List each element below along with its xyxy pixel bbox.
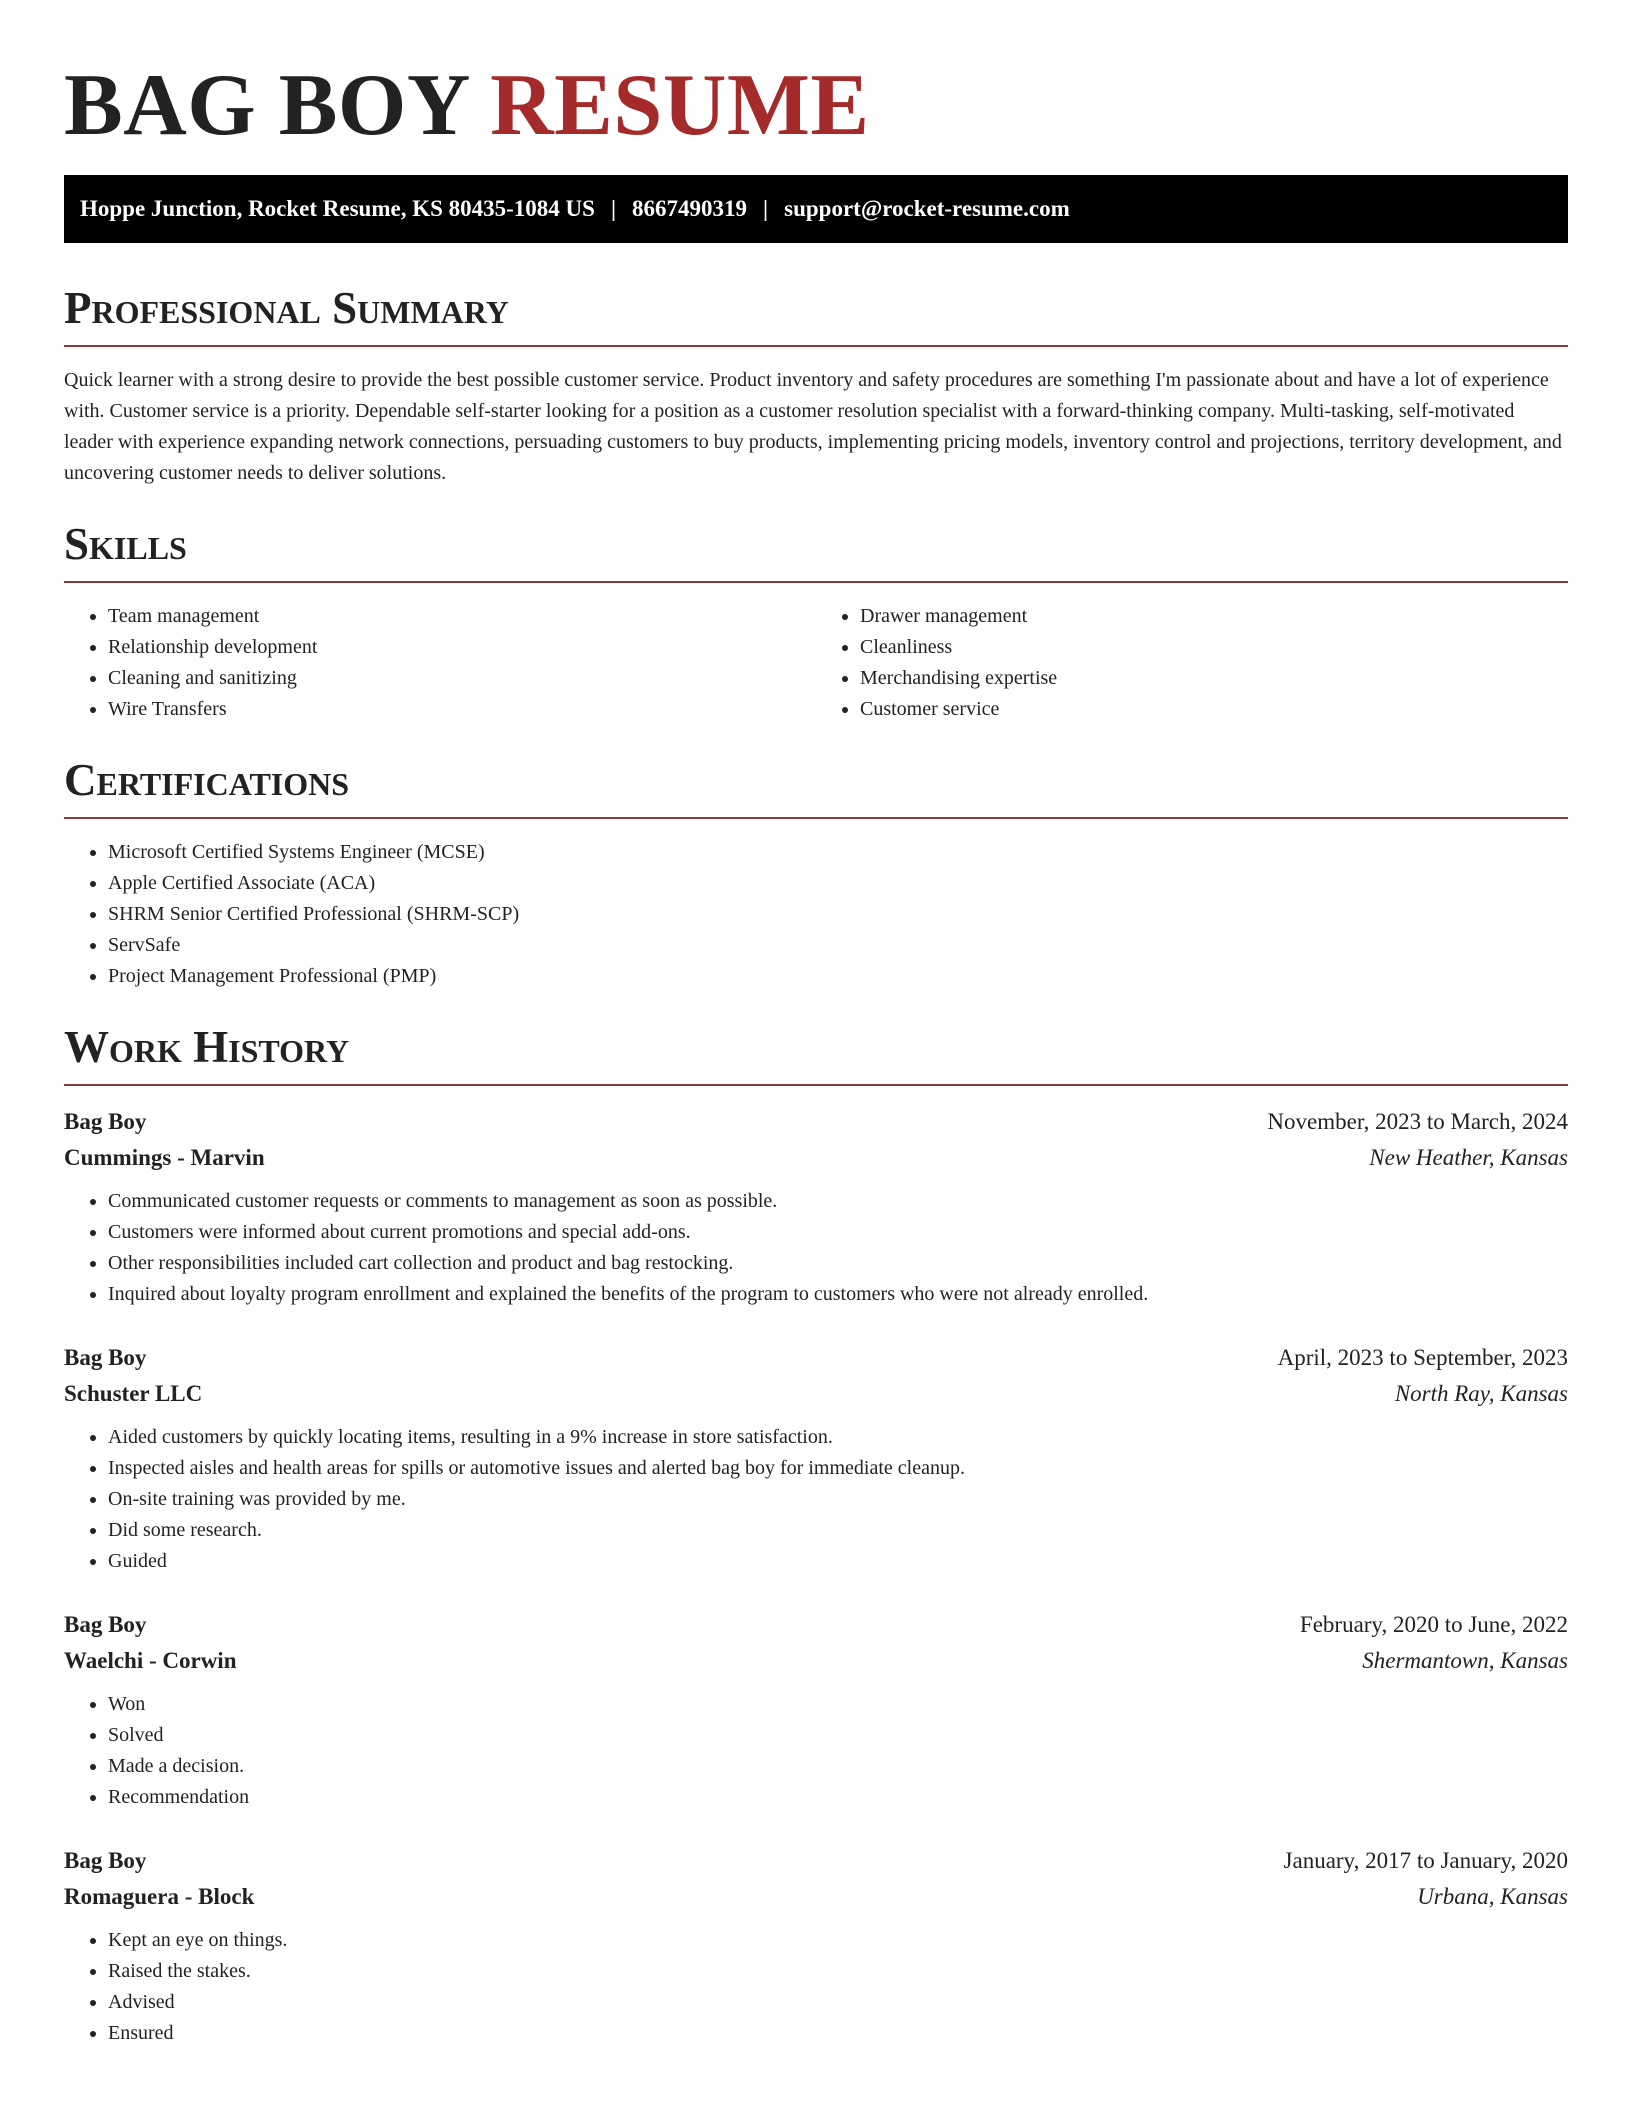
certification-item: • Apple Certified Associate (ACA) xyxy=(108,868,1568,899)
contact-bar xyxy=(64,175,1568,243)
job-duty-item: • Ensured xyxy=(108,2018,1568,2049)
skills-list xyxy=(64,601,1568,725)
certification-item: • Project Management Professional (PMP) xyxy=(108,961,1568,992)
job-dates: April, 2023 to September, 2023 xyxy=(1277,1345,1568,1370)
job-dates: January, 2017 to January, 2020 xyxy=(1283,1848,1568,1873)
job-duty-item: • Won xyxy=(108,1689,1568,1720)
job-entry xyxy=(64,1607,1568,1813)
job-duties xyxy=(64,1422,1568,1577)
job-company: Cummings - Marvin xyxy=(64,1145,265,1170)
job-entry xyxy=(64,1843,1568,2049)
job-title: Bag Boy xyxy=(64,1612,147,1637)
job-entry xyxy=(64,1104,1568,1310)
job-duty-item: • Recommendation xyxy=(108,1782,1568,1813)
job-duty-item: • Communicated customer requests or comments to management as soon as possible. xyxy=(108,1186,1568,1217)
resume-title xyxy=(64,56,1568,156)
job-header-row xyxy=(64,1340,1568,1376)
contact-address: Hoppe Junction, Rocket Resume, KS 80435-1084 US xyxy=(80,196,595,221)
work-history-heading: Work History xyxy=(64,1022,1568,1086)
certification-item: • Microsoft Certified Systems Engineer (MCSE) xyxy=(108,837,1568,868)
skills-column-right xyxy=(816,601,1568,725)
skill-item: • Customer service xyxy=(860,694,1568,725)
job-location: New Heather, Kansas xyxy=(1369,1145,1568,1170)
job-title: Bag Boy xyxy=(64,1109,147,1134)
job-duty-item: • Inspected aisles and health areas for spills or automotive issues and alerted bag boy for immediate cleanup. xyxy=(108,1453,1568,1484)
certification-item: • ServSafe xyxy=(108,930,1568,961)
skill-item: • Merchandising expertise xyxy=(860,663,1568,694)
job-company: Waelchi - Corwin xyxy=(64,1648,237,1673)
contact-phone[interactable]: 8667490319 xyxy=(632,196,748,221)
job-duty-item: • Made a decision. xyxy=(108,1751,1568,1782)
job-duty-item: • Customers were informed about current promotions and special add-ons. xyxy=(108,1217,1568,1248)
job-duties xyxy=(64,1186,1568,1310)
job-duty-item: • Other responsibilities included cart collection and product and bag restocking. xyxy=(108,1248,1568,1279)
job-company-row xyxy=(64,1643,1568,1679)
job-duty-item: • Did some research. xyxy=(108,1515,1568,1546)
job-duties xyxy=(64,1925,1568,2049)
job-duty-item: • Solved xyxy=(108,1720,1568,1751)
contact-email[interactable]: support@rocket-resume.com xyxy=(784,196,1070,221)
job-location: North Ray, Kansas xyxy=(1394,1381,1568,1406)
job-company-row xyxy=(64,1140,1568,1176)
skill-item: • Cleaning and sanitizing xyxy=(108,663,816,694)
job-dates: February, 2020 to June, 2022 xyxy=(1299,1612,1568,1637)
skill-item: • Drawer management xyxy=(860,601,1568,632)
job-title: Bag Boy xyxy=(64,1345,147,1370)
title-main: BAG BOY xyxy=(64,57,468,154)
job-duty-item: • Guided xyxy=(108,1546,1568,1577)
certifications-list xyxy=(64,837,1568,992)
summary-heading: Professional Summary xyxy=(64,283,1568,347)
contact-separator: | xyxy=(763,196,769,221)
job-duty-item: • On-site training was provided by me. xyxy=(108,1484,1568,1515)
job-header-row xyxy=(64,1843,1568,1879)
job-company: Romaguera - Block xyxy=(64,1884,255,1909)
job-duty-item: • Kept an eye on things. xyxy=(108,1925,1568,1956)
job-entry xyxy=(64,1340,1568,1577)
job-company-row xyxy=(64,1879,1568,1915)
job-duty-item: • Raised the stakes. xyxy=(108,1956,1568,1987)
contact-separator: | xyxy=(610,196,617,221)
certification-item: • SHRM Senior Certified Professional (SHRM-SCP) xyxy=(108,899,1568,930)
skills-column-left xyxy=(64,601,816,725)
skill-item: • Team management xyxy=(108,601,816,632)
skill-item: • Wire Transfers xyxy=(108,694,816,725)
job-dates: November, 2023 to March, 2024 xyxy=(1267,1109,1568,1134)
job-duty-item: • Aided customers by quickly locating items, resulting in a 9% increase in store satisfaction. xyxy=(108,1422,1568,1453)
skill-item: • Relationship development xyxy=(108,632,816,663)
skills-heading: Skills xyxy=(64,519,1568,583)
job-location: Urbana, Kansas xyxy=(1417,1884,1568,1909)
job-header-row xyxy=(64,1104,1568,1140)
title-accent: RESUME xyxy=(490,57,870,154)
skill-item: • Cleanliness xyxy=(860,632,1568,663)
job-company: Schuster LLC xyxy=(64,1381,203,1406)
job-company-row xyxy=(64,1376,1568,1412)
job-header-row xyxy=(64,1607,1568,1643)
job-duty-item: • Inquired about loyalty program enrollment and explained the benefits of the program to customers who were not already enrolled. xyxy=(108,1279,1568,1310)
certifications-heading: Certifications xyxy=(64,755,1568,819)
job-title: Bag Boy xyxy=(64,1848,147,1873)
job-duties xyxy=(64,1689,1568,1813)
job-duty-item: • Advised xyxy=(108,1987,1568,2018)
job-location: Shermantown, Kansas xyxy=(1362,1648,1568,1673)
summary-text: Quick learner with a strong desire to provide the best possible customer service. Product inventory and safety procedures are something I'm passionate about and have a lot of experience with. Customer service is a priority. Dependable self-starter looking for a position as a customer resolution specialist with a forward-thinking company. Multi-tasking, self-motivated leader with experience expanding network connections, persuading customers to buy products, implementing pricing models, inventory control and projections, territory development, and uncovering customer needs to deliver solutions. xyxy=(64,369,1562,484)
